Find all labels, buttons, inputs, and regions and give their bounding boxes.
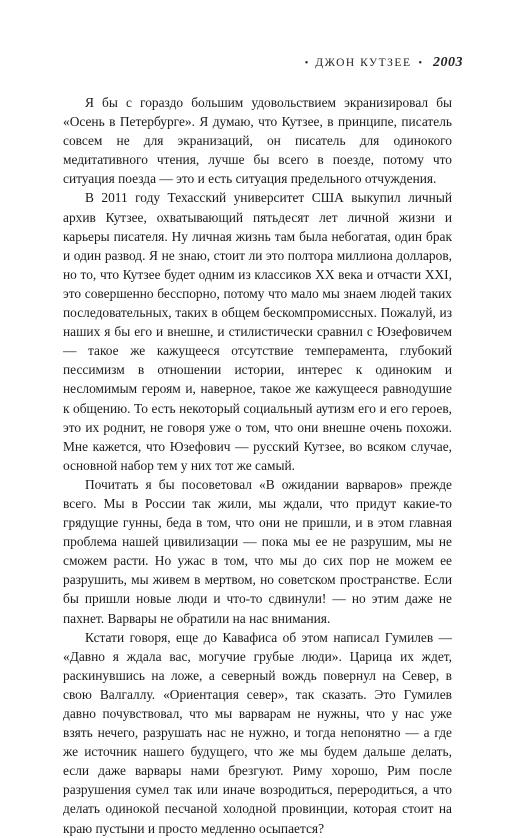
header-year: 2003 — [433, 55, 463, 70]
header-bullet-right: • — [418, 58, 422, 69]
paragraph: Почитать я бы посоветовал «В ожидании варваров» прежде всего. Мы в России так жили, мы ждали, что придут какие-то грядущие гунны, беда в том, что они не пришли, и в этом главная проблема нашей цивилизации — пока мы ее не разрушим, мы не сможем расти. Но ужас в том, что мы до сих пор не можем ее разрушить, мы живем в мертвом, но советском пространстве. Если бы пришли новые люди и что-то сдвинули! — но этим даже не пахнет. Варвары не обратили на нас внимания. — [63, 476, 452, 626]
header-bullet-left: • — [304, 58, 309, 69]
running-header — [305, 55, 463, 71]
paragraph: Я бы с гораздо большим удовольствием экранизировал бы «Осень в Петербурге». Я думаю, что Кутзее, в принципе, писатель совсем не для экранизаций, он писатель для одинокого медитативного чтения, лучше бы всего в поезде, потому что ситуация поезда — это и есть ситуация предельного отчуждения. — [63, 95, 452, 187]
paragraph: В 2011 году Техасский университет США выкупил личный архив Кутзее, охватывающий пятьдесят лет личной жизни и карьеры писателя. Ну личная жизнь там была небогатая, один брак и один развод. Я не знаю, стоит ли это полтора миллиона долларов, но то, что Кутзее будет одним из классиков XX века и отчасти XXI, это совершенно бесспорно, потому что мало мы знаем людей таких последовательных, таких в общем бескомпромиссных. Пожалуй, из наших я бы его и внешне, и стилистически сравнил с Юзефовичем — такое же кажущееся отсутствие темперамента, глубокий пессимизм в отношении истории, интерес к одиноким и несломимым героям и, наверное, такое же кажущееся равнодушие к общению. То есть некоторый социальный аутизм его и его героев, это их роднит, не говоря уже о том, что они внешне очень похожи. Мне кажется, что Юзефович — русский Кутзее, во всяком случае, основной набор тем у них тот же самый. — [63, 190, 452, 473]
header-author: ДЖОН КУТЗЕЕ — [315, 57, 412, 69]
body-text — [63, 93, 452, 838]
paragraph: Кстати говоря, еще до Кавафиса об этом написал Гумилев — «Давно я ждала вас, могучие грубые люди». Царица их ждет, раскинувшись на ложе, а северный вождь повернул на Север, в свою Валгаллу. «Ориентация север», так сказать. Это Гумилев давно почувствовал, что мы варварам не нужны, что у нас уже взять нечего, разрушать нас не нужно, и тогда непонятно — а где же источник нашего будущего, что же мы будем дальше делать, если даже варвары нами брезгуют. Риму хорошо, Рим после разрушения сумел так или иначе возродиться, переродиться, а что делать одинокой песчаной холодной провинции, которая стоит на краю пустыни и просто медленно осыпается? — [63, 629, 452, 836]
